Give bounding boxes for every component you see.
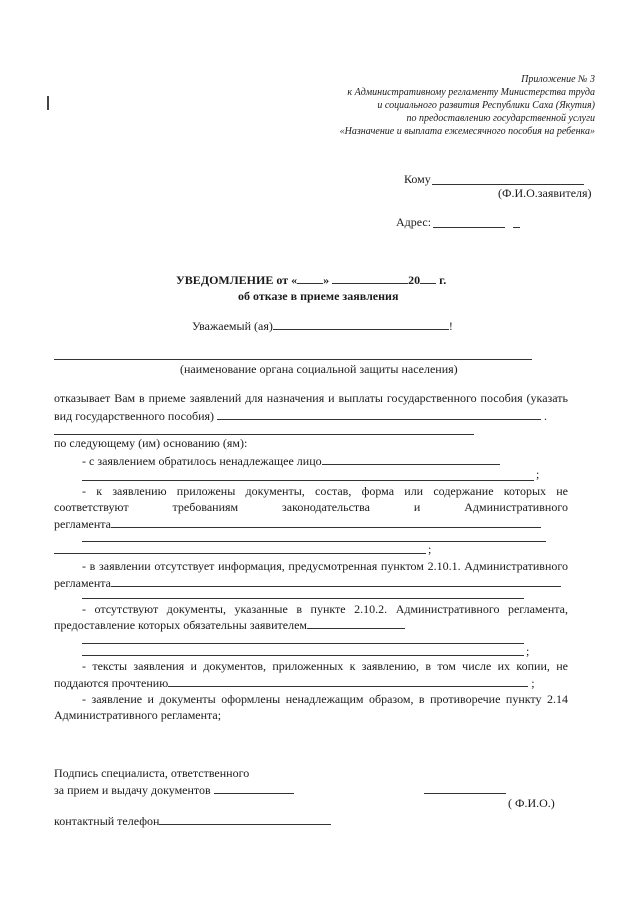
reason-documents-word-1: соответствуют <box>54 500 129 514</box>
reason-missing-docs-line-2 <box>54 617 405 633</box>
refuses-line-2 <box>54 408 547 424</box>
address-label: Адрес: <box>396 215 432 229</box>
salutation-name-blank <box>273 318 449 330</box>
appendix-number: Приложение № 3 <box>521 74 595 85</box>
phone-blank <box>159 813 331 825</box>
notice-title-text: УВЕДОМЛЕНИЕ от <box>176 273 289 287</box>
salutation <box>192 318 453 334</box>
reason-improper-line-2: Административного регламента; <box>54 708 222 722</box>
org-name-field <box>54 359 532 360</box>
notice-subtitle: об отказе в приеме заявления <box>238 289 399 303</box>
salutation-exclamation: ! <box>448 319 453 333</box>
signature-line-2 <box>54 782 294 798</box>
reason-documents-line-3 <box>54 516 541 532</box>
to-field <box>432 184 584 185</box>
reason-documents-field-2 <box>82 541 546 542</box>
date-month-blank <box>332 272 408 284</box>
reason-missing-info-blank <box>111 575 561 587</box>
reason-missing-info-field-2 <box>82 598 524 599</box>
phone-line <box>54 813 331 829</box>
date-day-blank <box>297 272 323 284</box>
address-field <box>433 227 505 228</box>
specialist-fio-field <box>424 793 506 794</box>
org-caption: (наименование органа социальной защиты населения) <box>180 362 458 376</box>
signature-blank <box>214 782 294 794</box>
specialist-fio-caption: ( Ф.И.О.) <box>508 796 555 810</box>
reason-wrong-person-end: ; <box>536 467 540 481</box>
appendix-line-ministry: и социального развития Республики Саха (Якутия) <box>377 100 595 111</box>
reason-unreadable-line-2-text: поддаются прочтению <box>54 676 169 690</box>
appendix-line-service-name: «Назначение и выплата ежемесячного пособия на ребенка» <box>339 126 595 137</box>
reason-documents-line-2 <box>54 500 568 515</box>
date-year-blank <box>420 272 436 284</box>
reason-unreadable-line-2 <box>54 675 535 691</box>
reason-missing-info-line-2-text: регламента <box>54 576 112 590</box>
phone-label: контактный телефон <box>54 814 160 828</box>
reason-documents-word-4: и <box>413 500 421 514</box>
reason-wrong-person-field-2 <box>82 480 534 481</box>
reason-wrong-person-text: - с заявлением обратилось ненадлежащее лицо <box>82 454 322 468</box>
reason-wrong-person <box>82 453 500 469</box>
date-year-suffix: г. <box>439 273 447 287</box>
reason-missing-docs-end: ; <box>526 644 530 658</box>
reason-missing-info-line-2 <box>54 575 561 591</box>
margin-mark <box>47 96 49 110</box>
refuses-line-2-text: вид государственного пособия) <box>54 409 215 423</box>
reason-unreadable-blank <box>168 675 528 687</box>
reason-unreadable-end: ; <box>531 676 535 690</box>
date-year-prefix: 20 <box>408 273 421 287</box>
reason-improper-line-1: - заявление и документы оформлены ненадлежащим образом, в противоречие пункту 2.14 <box>82 692 568 706</box>
reason-missing-info-line-1: - в заявлении отсутствует информация, предусмотренная пунктом 2.10.1. Административного <box>82 559 568 573</box>
reason-missing-docs-blank <box>307 617 405 629</box>
refuses-line-2-end: . <box>544 409 548 423</box>
reason-missing-docs-line-2-text: предоставление которых обязательны заявителем <box>54 618 307 632</box>
reason-missing-docs-field-2 <box>82 643 524 644</box>
appendix-line-service: по предоставлению государственной услуги <box>406 113 595 124</box>
salutation-text: Уважаемый (ая) <box>192 319 273 333</box>
reason-documents-line-3-text: регламента <box>54 517 112 531</box>
date-close-quote: » <box>323 273 330 287</box>
reason-documents-field-3 <box>54 553 426 554</box>
reason-documents-blank <box>111 516 541 528</box>
reason-documents-word-5: Административного <box>464 500 568 514</box>
address-field-tail <box>513 227 520 228</box>
date-open-quote: « <box>291 273 298 287</box>
reason-documents-word-2: требованиям <box>172 500 239 514</box>
notice-title <box>176 272 446 288</box>
reason-documents-word-3: законодательства <box>282 500 370 514</box>
reason-documents-line-1: - к заявлению приложены документы, состав, форма или содержание которых не <box>82 484 568 498</box>
benefit-type-blank <box>217 408 541 420</box>
to-label: Кому <box>404 172 431 186</box>
basis-line: по следующему (им) основанию (ям): <box>54 436 248 450</box>
reason-missing-docs-field-3 <box>82 655 524 656</box>
signature-line-1: Подпись специалиста, ответственного <box>54 766 250 780</box>
reason-wrong-person-blank <box>322 453 500 465</box>
applicant-fio-caption: (Ф.И.О.заявителя) <box>498 186 592 200</box>
signature-line-2-text: за прием и выдачу документов <box>54 783 211 797</box>
reason-documents-end: ; <box>428 542 432 556</box>
appendix-line-regulation: к Административному регламенту Министерства труда <box>347 87 595 98</box>
reason-missing-docs-line-1: - отсутствуют документы, указанные в пункте 2.10.2. Административного регламента, <box>82 602 568 616</box>
refuses-line-1: отказывает Вам в приеме заявлений для назначения и выплаты государственного пособия (указать <box>54 391 568 405</box>
reason-unreadable-line-1: - тексты заявления и документов, приложенных к заявлению, в том числе их копии, не <box>82 659 568 673</box>
benefit-type-field-2 <box>54 434 474 435</box>
